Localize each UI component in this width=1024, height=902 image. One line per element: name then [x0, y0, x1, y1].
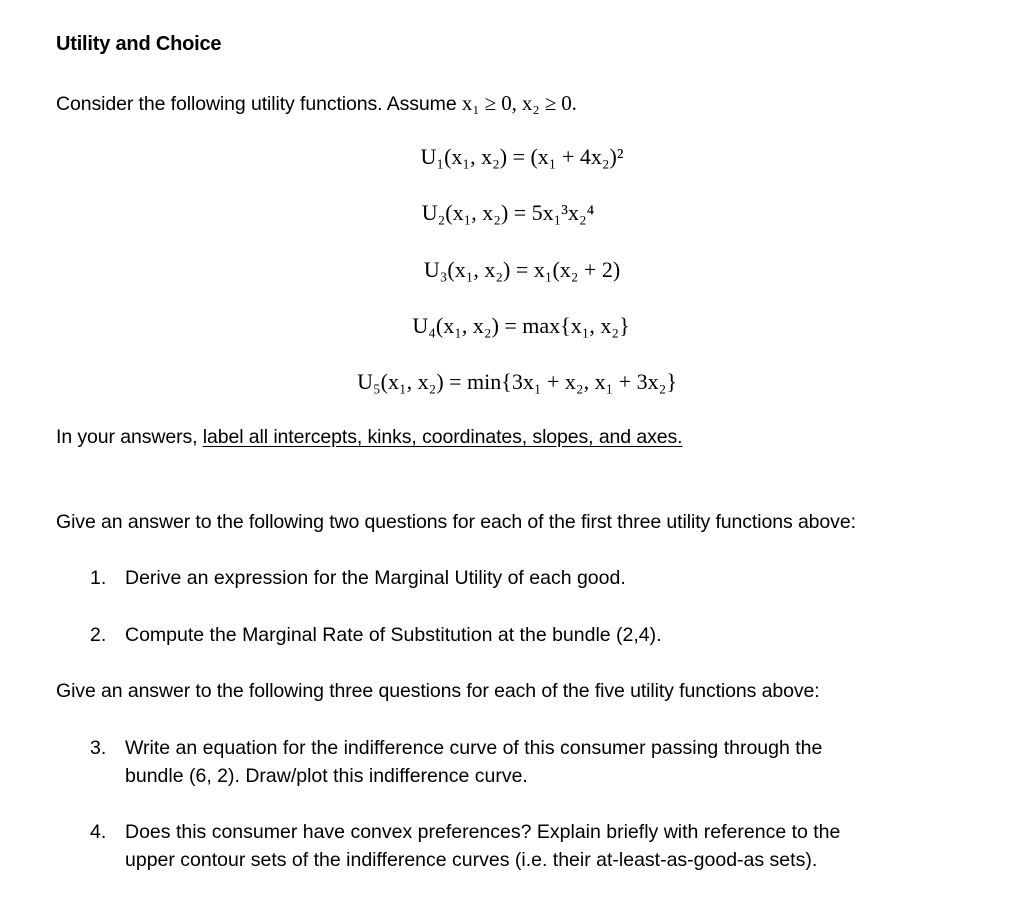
question-text-line-2: upper contour sets of the indifference curves (i.e. their at-least-as-good-as sets). [125, 849, 818, 871]
intro-math: x₁ ≥ 0, x₂ ≥ 0. [461, 91, 577, 115]
question-text-line-1: Write an equation for the indifference curve of this consumer passing through the [125, 737, 823, 759]
equation-u2 [0, 200, 1024, 226]
section1-intro-text: Give an answer to the following two questions for each of the first three utility functions above: [56, 511, 856, 533]
equation-u1 [0, 144, 1024, 170]
question-text-line-2: bundle (6, 2). Draw/plot this indifference curve. [125, 765, 528, 787]
equation-u4 [0, 313, 1024, 339]
question-text-line-1: Does this consumer have convex preferences? Explain briefly with reference to the [125, 821, 841, 843]
answers-underlined-text: label all intercepts, kinks, coordinates, slopes, and axes. [202, 426, 683, 448]
equation-u5-text: U₅(x₁, x₂) = min{3x₁ + x₂, x₁ + 3x₂} [357, 369, 677, 394]
question-number: 4. [90, 821, 107, 843]
question-number: 3. [90, 737, 107, 759]
equation-u1-text: U₁(x₁, x₂) = (x₁ + 4x₂)² [420, 144, 624, 169]
equation-u5 [0, 369, 1024, 395]
question-number: 2. [90, 624, 107, 646]
document-title: Utility and Choice [56, 33, 222, 55]
intro-paragraph [56, 91, 577, 116]
question-text: Derive an expression for the Marginal Utility of each good. [125, 567, 626, 589]
equation-u3-text: U₃(x₁, x₂) = x₁(x₂ + 2) [423, 257, 621, 282]
equation-u4-text: U₄(x₁, x₂) = max{x₁, x₂} [412, 313, 630, 338]
section2-intro-text: Give an answer to the following three questions for each of the five utility functions above: [56, 680, 820, 702]
equation-u3 [0, 257, 1024, 283]
question-text: Compute the Marginal Rate of Substitution at the bundle (2,4). [125, 624, 662, 646]
answers-prefix: In your answers, [56, 426, 203, 448]
section2-intro [56, 680, 820, 703]
answers-instruction [56, 426, 682, 449]
equation-u2-text: U₂(x₁, x₂) = 5x₁³x₂⁴ [421, 200, 595, 225]
question-4 [90, 821, 841, 871]
question-2 [90, 624, 662, 647]
question-3 [90, 737, 823, 787]
intro-text: Consider the following utility functions. Assume [56, 93, 462, 115]
question-1 [90, 567, 626, 590]
question-number: 1. [90, 567, 107, 589]
section1-intro [56, 511, 856, 534]
